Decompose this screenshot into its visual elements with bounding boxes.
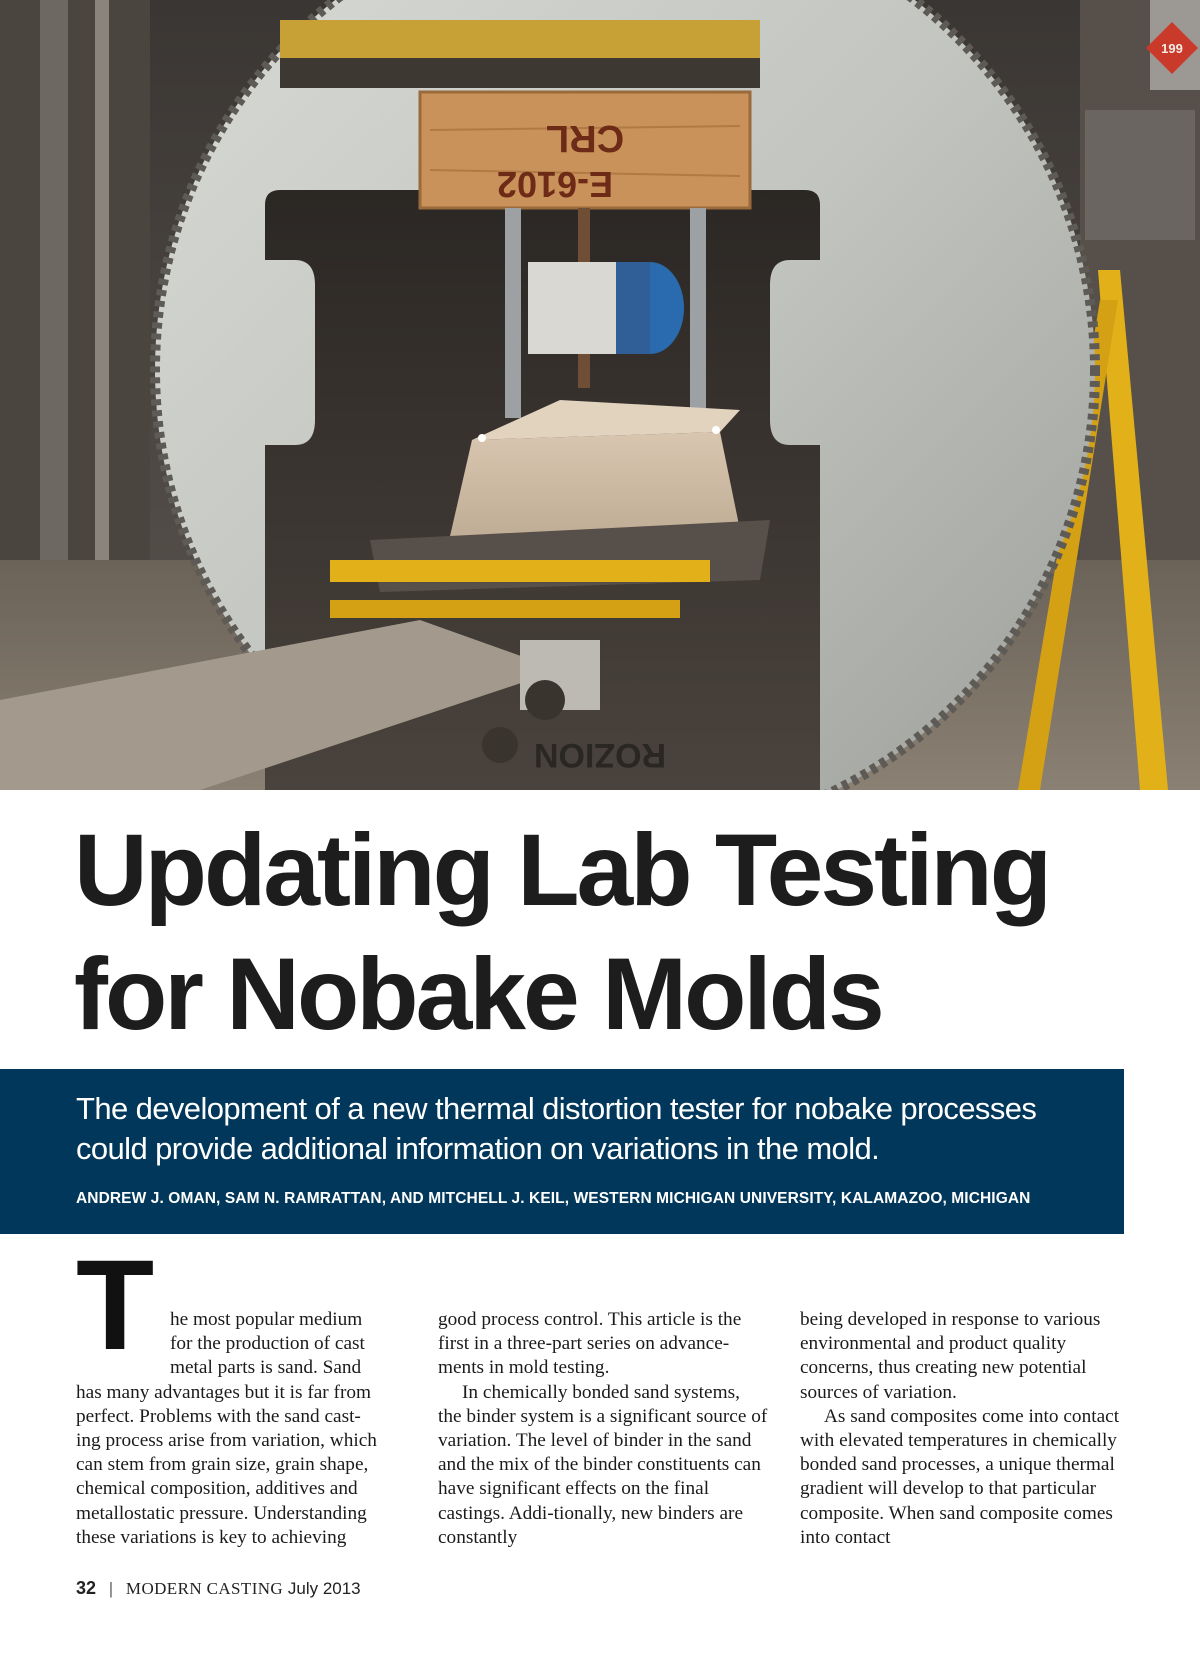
headline-line-1: Updating Lab Testing: [74, 813, 1050, 927]
guide-rod-right: [690, 208, 706, 418]
publication-name: MODERN CASTING: [125, 1579, 284, 1598]
body-line: these variations is key to achieving: [76, 1526, 347, 1548]
yellow-rail: [330, 560, 710, 582]
body-line: has many advantages but it is far from: [76, 1381, 372, 1403]
drum-white: [528, 262, 618, 354]
body-column-3: [800, 1308, 1130, 1550]
page-number: 32: [76, 1578, 97, 1598]
guide-rod-left: [505, 208, 521, 418]
drum-blue-body: [616, 262, 650, 354]
body-line: for the production of cast: [170, 1333, 365, 1355]
body-paragraph: In chemically bonded sand systems, the binder system is a significant source of variation. The level of binder in the sand and the mix of the binder constituents can have significant effects on the final castings. Addi-tionally, new binders are constantly: [438, 1381, 768, 1548]
body-line: metal parts is sand. Sand: [170, 1357, 362, 1379]
deck-banner: [0, 1069, 1124, 1234]
top-beam: [280, 20, 760, 58]
right-shelves: [1085, 110, 1195, 240]
author-byline: ANDREW J. OMAN, SAM N. RAMRATTAN, AND MITCHELL J. KEIL, WESTERN MICHIGAN UNIVERSITY, KALAMAZOO, MICHIGAN: [76, 1190, 1031, 1207]
mold-pin: [478, 434, 486, 442]
body-line: chemical composition, additives and: [76, 1478, 358, 1500]
machine-label: ROZION: [533, 736, 667, 774]
body-paragraph: As sand composites come into contact with elevated temperatures in chemically bonded sand processes, a unique thermal gradient will develop to that particular composite. When sand composite comes into contact: [800, 1405, 1120, 1548]
body-column-2: [438, 1308, 768, 1550]
conveyor-wheel: [482, 727, 518, 763]
crate-label-number: E-6102: [496, 164, 614, 205]
drop-cap: T: [76, 1234, 155, 1377]
page-footer: [76, 1578, 361, 1599]
top-beam-shadow: [280, 58, 760, 88]
headline-line-2: for Nobake Molds: [74, 937, 882, 1051]
yellow-rail-lower: [330, 600, 680, 618]
body-column-1: [76, 1308, 406, 1550]
body-paragraph: good process control. This article is the first in a three-part series on advance-ments in mold testing.: [438, 1309, 742, 1379]
mold-pin: [712, 426, 720, 434]
hero-photo: [0, 0, 1200, 790]
body-line: he most popular medium: [170, 1309, 363, 1330]
article-headline: [74, 808, 1154, 1056]
body-paragraph: being developed in response to various environmental and product quality concerns, thus creating new potential sources of variation.: [800, 1309, 1101, 1403]
deck-text: The development of a new thermal distortion tester for nobake processes could provide additional information on variations in the mold.: [76, 1091, 1037, 1166]
crate-label-crl: CRL: [545, 117, 625, 159]
issue-date: July 2013: [287, 1579, 361, 1598]
body-line: ing process arise from variation, which: [76, 1430, 377, 1452]
warning-sign-text: 199: [1161, 41, 1183, 56]
footer-separator: |: [108, 1579, 114, 1598]
body-line: metallostatic pressure. Understanding: [76, 1502, 367, 1524]
body-line: perfect. Problems with the sand cast-: [76, 1405, 361, 1427]
body-line: can stem from grain size, grain shape,: [76, 1454, 369, 1476]
conveyor-wheel: [525, 680, 565, 720]
